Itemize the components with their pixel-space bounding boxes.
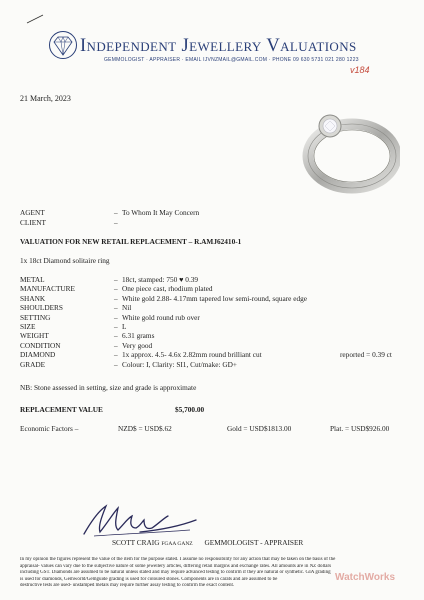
disclaimer-line: including GST. Diamonds are assumed to be natural unless stated and may require advanced testing to confirm if they are natural or synthetic. GIA grading [20, 570, 331, 575]
spec-value: Nil [122, 303, 132, 313]
spec-label: SHOULDERS [20, 303, 63, 313]
spec-label: METAL [20, 275, 45, 284]
signatory-role: GEMMOLOGIST - APPRAISER [204, 538, 304, 547]
disclaimer-line: appraisal- values can vary due to the subjective nature of some jewellery articles, differing retail margins and exchange rates. All amounts are in NZ dollars [20, 563, 332, 569]
spec-dash: – [114, 350, 118, 360]
assessment-note: NB: Stone assessed in setting, size and grade is approximate [20, 383, 197, 392]
signatory-name: SCOTT CRAIG [112, 538, 160, 547]
diamond-reported-weight: reported = 0.39 ct [340, 350, 392, 360]
spec-dash: – [114, 331, 118, 341]
client-label: CLIENT [20, 218, 46, 227]
watermark-stamp: WatchWorks [335, 572, 396, 583]
spec-label: SETTING [20, 312, 51, 322]
signature [80, 500, 200, 540]
valuation-title: VALUATION FOR NEW RETAIL REPLACEMENT – R.AMJ62410-1 [20, 237, 242, 246]
company-contact: GEMMOLOGIST · APPRAISER · EMAIL IJVNZMAIL@GMAIL.COM · PHONE 09 630 5731 021 280 1223 [104, 57, 359, 63]
spec-value: L [122, 322, 127, 331]
disclaimer-line: In my opinion the figures represent the value of the item for the purpose stated. I assume no responsibility for any action that may be taken on the basis of the [20, 557, 336, 562]
disclaimer-line: destructive tests are used- unstamped metals may require further assay testing to confirm the exact content. [20, 583, 235, 588]
economic-gold-price: Gold = USD$1813.00 [227, 424, 292, 433]
ring-photo [300, 106, 400, 196]
spec-label: DIAMOND [20, 350, 56, 360]
company-name: Independent Jewellery Valuations [80, 36, 357, 56]
spec-value: Very good [122, 340, 153, 350]
spec-label: WEIGHT [20, 331, 49, 341]
spec-dash: – [114, 275, 118, 284]
handwritten-ref: v184 [350, 65, 370, 75]
spec-value: One piece cast, rhodium plated [122, 284, 213, 294]
replacement-value-amount: $5,700.00 [175, 405, 205, 414]
spec-label: CONDITION [20, 340, 61, 350]
replacement-value-label: REPLACEMENT VALUE [20, 405, 103, 414]
spec-dash: – [114, 312, 118, 322]
spec-value: White gold round rub over [122, 312, 200, 322]
spec-value: White gold 2.88- 4.17mm tapered low semi-round, square edge [122, 293, 308, 303]
agent-dash: – [114, 208, 118, 217]
spec-label: SHANK [20, 293, 46, 303]
spec-dash: – [114, 359, 118, 369]
spec-label: MANUFACTURE [20, 284, 76, 294]
spec-value: 18ct, stamped: 750 ♥ 0.39 [122, 275, 199, 284]
signatory-post: FGAA GANZ [161, 541, 193, 547]
spec-value: 6.31 grams [122, 331, 155, 341]
spec-label: SIZE [20, 322, 36, 331]
spec-label: GRADE [20, 359, 46, 369]
diamond-logo-icon [48, 30, 78, 60]
signatory-line [112, 538, 303, 547]
client-dash: – [114, 218, 118, 227]
spec-dash: – [114, 303, 118, 313]
agent-label: AGENT [20, 208, 45, 217]
spec-value: 1x approx. 4.5- 4.6x 2.82mm round brilliant cut [122, 350, 262, 360]
economic-nzd-rate: NZD$ = USD$.62 [118, 424, 172, 433]
disclaimer-line: is used for diamonds, Gemworld/Gemguide grading is used for coloured stones. Components are in carats and are assumed to be [20, 576, 278, 582]
spec-dash: – [114, 322, 118, 331]
item-description: 1x 18ct Diamond solitaire ring [20, 256, 110, 265]
spec-dash: – [114, 284, 118, 294]
spec-dash: – [114, 340, 118, 350]
document-date: 21 March, 2023 [20, 94, 71, 103]
pen-stroke-mark [26, 14, 44, 24]
agent-value: To Whom It May Concern [122, 208, 200, 217]
economic-factors-label: Economic Factors – [20, 424, 79, 433]
economic-plat-price: Plat. = USD$926.00 [330, 424, 390, 433]
spec-value: Colour: I, Clarity: SI1, Cut/make: GD+ [122, 359, 237, 369]
spec-dash: – [114, 293, 118, 303]
